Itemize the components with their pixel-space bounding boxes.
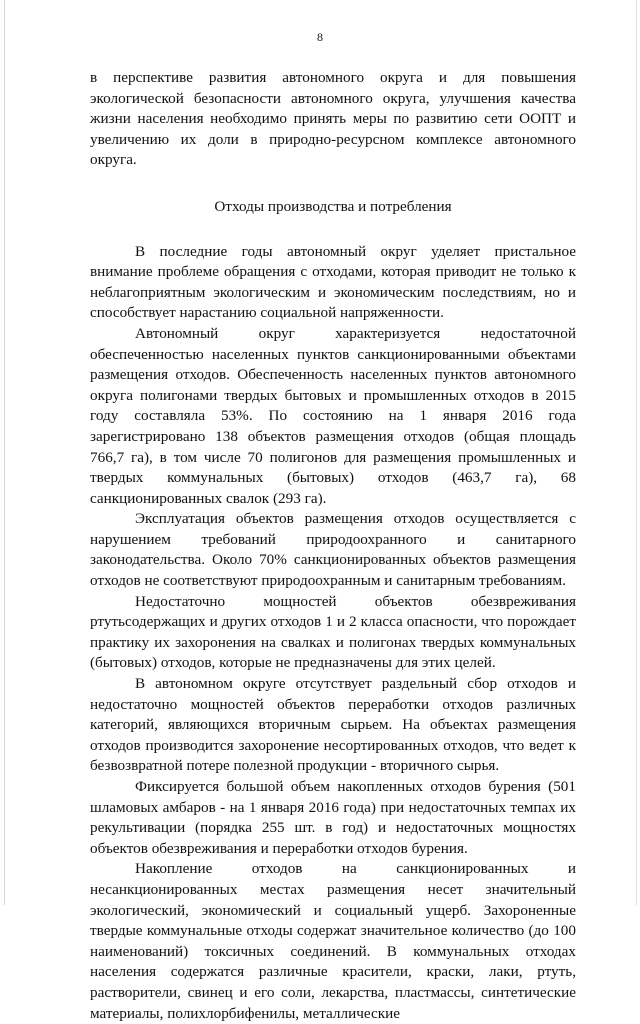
- page-number: 8: [317, 30, 323, 44]
- paragraph-accumulated-waste: Накопление отходов на санкционированных и несанкционированных местах размещения несет значительный экологический, экономический и социальный ущерб. Захороненные твердые коммунальные отходы содержат значительное количество (до 100 наименований) токсичных соединений. В коммунальных отходах населения содержатся различные красители, краски, лаки, ртуть, растворители, свинец и его соли, лекарства, пластмассы, синтетические материалы, полихлорбифенилы, металлические: [90, 860, 576, 1022]
- scan-edge-left: [4, 0, 5, 905]
- paragraph-drilling-waste: Фиксируется большой объем накопленных отходов бурения (501 шламовых амбаров - на 1 января 2016 года) при недостаточных темпах их рекультивации (порядка 255 шт. в год) и недостаточных мощностях объектов обезвреживания и переработки отходов бурения.: [90, 778, 576, 857]
- section-title: Отходы производства и потребления: [214, 197, 452, 215]
- body-text: [90, 68, 576, 1024]
- paragraph-waste-attention: В последние годы автономный округ уделяет пристальное внимание проблеме обращения с отходами, которая приводит не только к неблагоприятным экологическим и экономическим последствиям, но и способствует нарастанию социальной напряженности.: [90, 242, 576, 322]
- paragraph-operation-violations: Эксплуатация объектов размещения отходов осуществляется с нарушением требований природоохранного и санитарного законодательства. Около 70% санкционированных объектов размещения отходов не соответствуют природоохранным и санитарным требованиям.: [90, 510, 576, 590]
- paragraph-separate-collection: В автономном округе отсутствует раздельный сбор отходов и недостаточно мощностей объектов переработки отходов различных категорий, являющихся вторичным сырьем. На объектах размещения отходов производится захоронение несортированных отходов, что ведет к безвозвратной потере полезной продукции - вторичного сырья.: [90, 675, 576, 775]
- paragraph-waste-facilities: Автономный округ характеризуется недостаточной обеспеченностью населенных пунктов санкционированными объектами размещения отходов. Обеспеченность населенных пунктов автономного округа полигонами твердых бытовых и промышленных отходов в 2015 году составляла 53%. По состоянию на 1 января 2016 года зарегистрировано 138 объектов размещения отходов (общая площадь 766,7 га), в том числе 70 полигонов для размещения промышленных и твердых коммунальных (бытовых) отходов (463,7 га), 68 санкционированных свалок (293 га).: [90, 324, 576, 507]
- intro-paragraph: в перспективе развития автономного округа и для повышения экологической безопасности автономного округа, улучшения качества жизни населения необходимо принять меры по развитию сети ООПТ и увеличению их доли в природно-ресурсном комплексе автономного округа.: [90, 69, 576, 169]
- scan-edge-right: [636, 0, 637, 905]
- paragraph-hazardous-waste: Недостаточно мощностей объектов обезвреживания ртутьсодержащих и других отходов 1 и 2 класса опасности, что порождает практику их захоронения на свалках и полигонах твердых коммунальных (бытовых) отходов, которые не предназначены для этих целей.: [90, 592, 576, 672]
